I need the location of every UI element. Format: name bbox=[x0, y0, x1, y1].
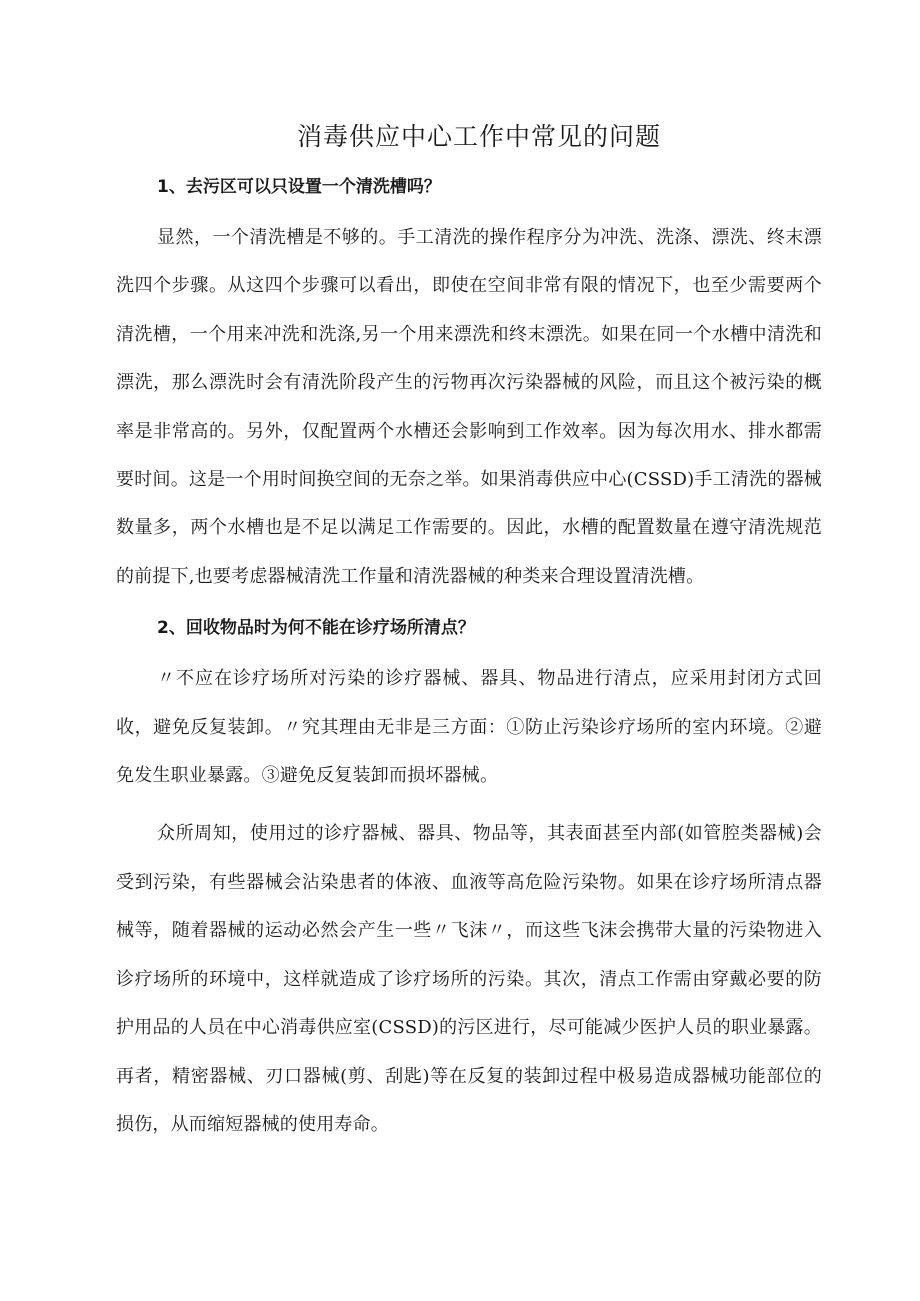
section-2-paragraph-2: 众所周知，使用过的诊疗器械、器具、物品等，其表面甚至内部(如管腔类器械)会受到污染，有些器械会沾染患者的体液、血液等高危险污染物。如果在诊疗场所清点器械等，随着器械的运动必然会产生一些〃飞沫〃，而这些飞沫会携带大量的污染物进入诊疗场所的环境中，这样就造成了诊疗场所的污染。其次，清点工作需由穿戴必要的防护用品的人员在中心消毒供应室(CSSD)的污区进行，尽可能减少医护人员的职业暴露。再者，精密器械、刃口器械(剪、刮匙)等在反复的装卸过程中极易造成器械功能部位的损伤，从而缩短器械的使用寿命。 bbox=[116, 823, 822, 1135]
section-2-paragraph-1: 〃不应在诊疗场所对污染的诊疗器械、器具、物品进行清点，应采用封闭方式回收，避免反复装卸。〃究其理由无非是三方面：①防止污染诊疗场所的室内环境。②避免发生职业暴露。③避免反复装卸而损坏器械。 bbox=[116, 668, 822, 787]
section-2 bbox=[116, 611, 822, 1149]
section-1 bbox=[116, 170, 822, 601]
document-title: 消毒供应中心工作中常见的问题 bbox=[296, 122, 661, 151]
section-1-paragraph-1: 显然，一个清洗槽是不够的。手工清洗的操作程序分为冲洗、洗涤、漂洗、终末漂洗四个步骤。从这四个步骤可以看出，即使在空间非常有限的情况下，也至少需要两个清洗槽，一个用来冲洗和洗涤,另一个用来漂洗和终末漂洗。如果在同一个水槽中清洗和漂洗，那么漂洗时会有清洗阶段产生的污物再次污染器械的风险，而且这个被污染的概率是非常高的。另外，仅配置两个水槽还会影响到工作效率。因为每次用水、排水都需要时间。这是一个用时间换空间的无奈之举。如果消毒供应中心(CSSD)手工清洗的器械数量多，两个水槽也是不足以满足工作需要的。因此，水槽的配置数量在遵守清洗规范的前提下,也要考虑器械清洗工作量和清洗器械的种类来合理设置清洗槽。 bbox=[116, 227, 822, 587]
section-1-question: 1、去污区可以只设置一个清洗槽吗？ bbox=[157, 177, 441, 197]
section-2-question: 2、回收物品时为何不能在诊疗场所清点？ bbox=[157, 618, 475, 639]
